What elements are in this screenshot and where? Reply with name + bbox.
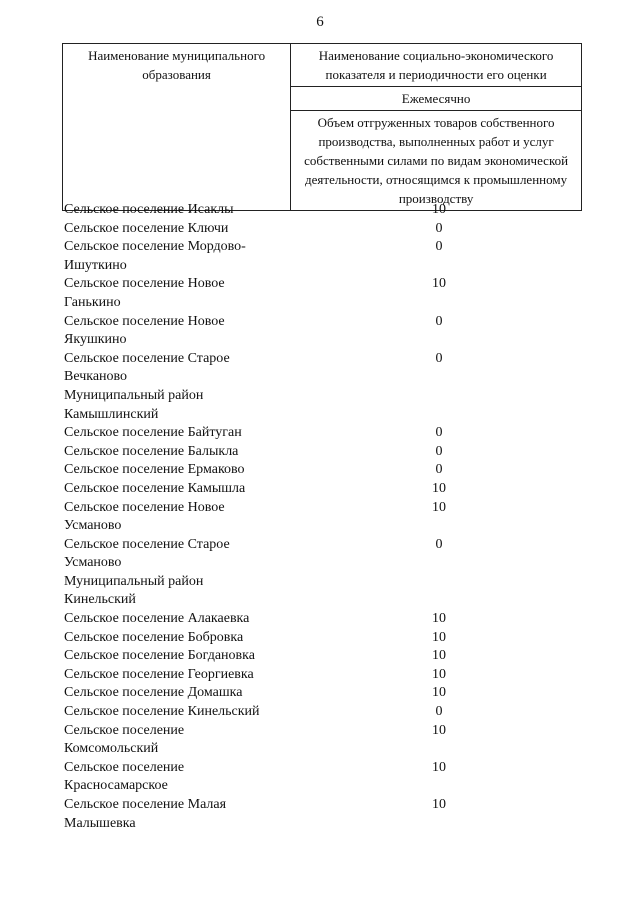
row-name: Муниципальный район Камышлинский [64,387,204,422]
row-value: 10 [432,666,446,682]
table-row [64,684,584,703]
row-value: 10 [432,629,446,645]
row-name: Сельское поселение Домашка [64,685,243,701]
table-row [64,573,584,610]
table-row [64,629,584,648]
row-name: Сельское поселение Красносамарское [64,759,185,794]
row-name: Муниципальный район Кинельский [64,573,204,608]
table-row [64,275,584,312]
row-name: Сельское поселение Балыкла [64,443,239,459]
row-value [369,387,509,424]
row-value: 0 [435,536,443,552]
row-name: Сельское поселение Новое Якушкино [64,313,225,348]
row-value: 0 [435,704,443,720]
row-value: 10 [432,480,446,496]
row-value: 0 [435,443,443,459]
row-name: Сельское поселение Георгиевка [64,666,254,682]
row-value: 0 [435,462,443,478]
row-name: Сельское поселение Бобровка [64,629,244,645]
row-value [369,573,509,610]
row-value: 10 [432,276,446,292]
table-row [64,499,584,536]
table-row [64,759,584,796]
row-name: Сельское поселение Ключи [64,220,229,236]
data-rows [64,201,584,833]
header-periodicity: Ежемесячно [291,87,582,111]
header-table [62,43,582,211]
row-value: 0 [435,350,443,366]
header-municipality: Наименование муниципального образования [63,44,291,211]
table-row [64,238,584,275]
row-value: 10 [432,722,446,738]
row-name: Сельское поселение Исаклы [64,202,234,217]
row-name: Сельское поселение Мордово-Ишуткино [64,239,246,273]
table-row [64,461,584,480]
row-value: 0 [435,220,443,236]
row-name: Сельское поселение Байтуган [64,425,242,441]
table-row [64,536,584,573]
row-value: 10 [432,611,446,627]
table-row [64,610,584,629]
row-name: Сельское поселение Алакаевка [64,611,250,627]
row-name: Сельское поселение Малая Малышевка [64,797,227,831]
row-name: Сельское поселение Камышла [64,480,246,496]
table-row [64,424,584,443]
row-value: 10 [432,499,446,515]
table-row [64,313,584,350]
table-row [64,666,584,685]
table-row [64,480,584,499]
row-name: Сельское поселение Богдановка [64,648,255,664]
row-value: 0 [435,239,443,255]
table-row [64,647,584,666]
table-row [64,796,584,833]
row-value: 0 [435,313,443,329]
row-name: Сельское поселение Кинельский [64,704,260,720]
table-row [64,443,584,462]
row-name: Сельское поселение Старое Вечканово [64,350,230,385]
table-row [64,722,584,759]
row-value: 0 [435,425,443,441]
row-value: 10 [432,202,446,217]
header-indicator-column: Наименование социально-экономического показателя и периодичности его оценки [291,44,582,87]
row-value: 10 [432,685,446,701]
table-row [64,350,584,387]
row-value: 10 [432,797,446,812]
row-value: 10 [432,648,446,664]
page-number: 6 [316,14,324,30]
row-name: Сельское поселение Комсомольский [64,722,185,757]
row-name: Сельское поселение Новое Усманово [64,499,225,534]
table-row [64,201,584,220]
header-indicator: Объем отгруженных товаров собственного производства, выполненных работ и услуг собственными силами по видам экономической деятельности, относящимся к промышленному производству [291,111,582,211]
row-name: Сельское поселение Старое Усманово [64,536,230,571]
row-name: Сельское поселение Новое Ганькино [64,276,225,310]
table-row [64,220,584,239]
row-name: Сельское поселение Ермаково [64,462,245,478]
table-row [64,387,584,424]
row-value: 10 [432,759,446,775]
table-row [64,703,584,722]
